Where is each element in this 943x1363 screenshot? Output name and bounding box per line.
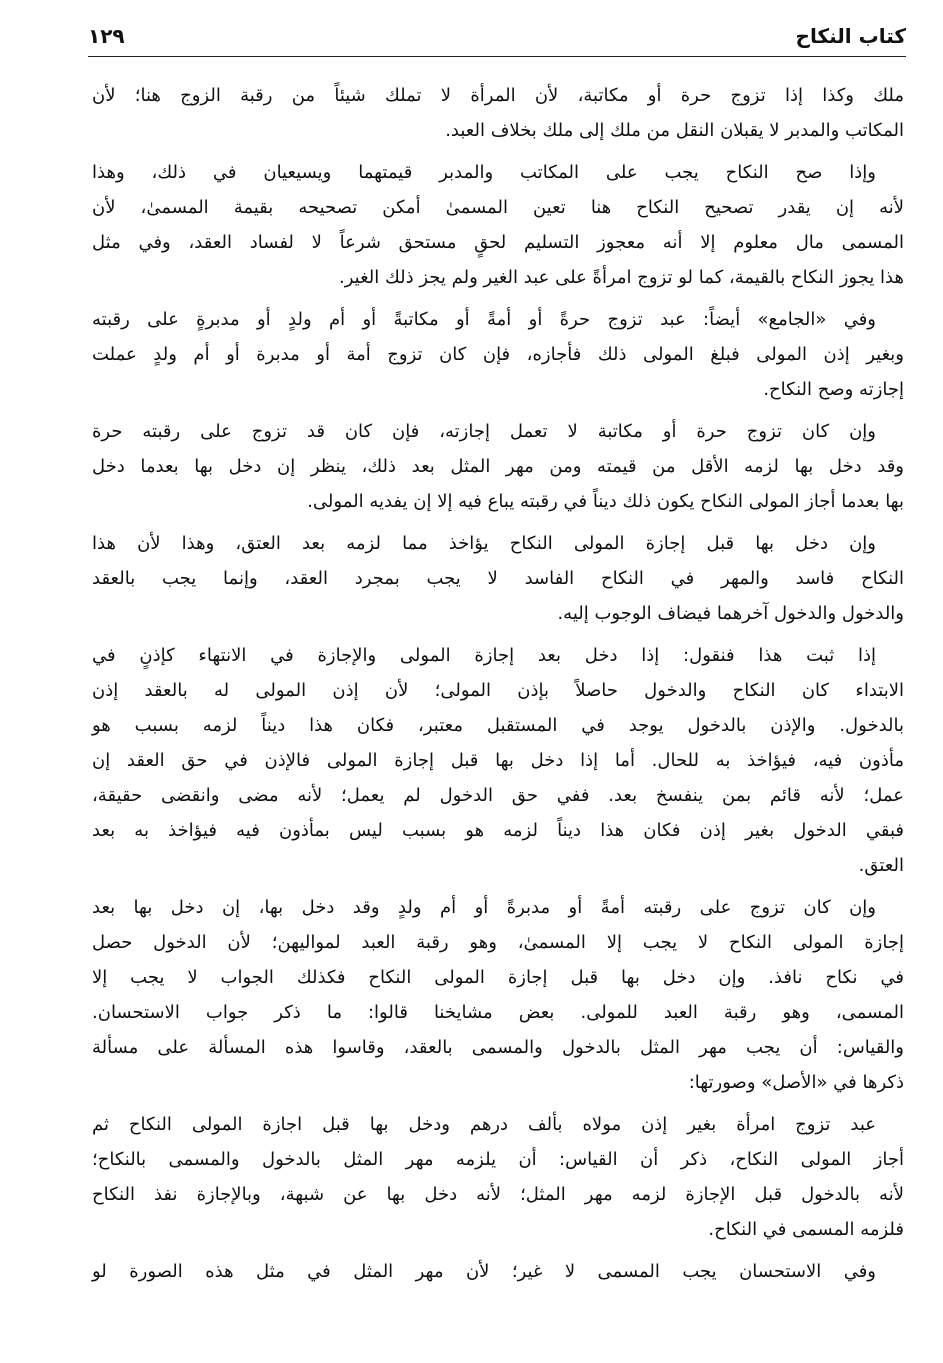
text-line: بها بعدما أجاز المولى النكاح يكون ذلك ديناً في رقبته يباع فيه إلا إن يفديه المولى. — [307, 491, 904, 512]
paragraph — [92, 1107, 904, 1247]
text-line: والدخول والدخول آخرهما فيضاف الوجوب إليه. — [557, 603, 904, 624]
text-line: عمل؛ لأنه قائم بمن ينفسخ بعد. ففي حق الدخول لم يعمل؛ لأنه مضى وانقضى حقيقة، — [92, 785, 904, 806]
text-line: هذا يجوز النكاح بالقيمة، كما لو تزوج امرأةً على عبد الغير ولم يجز ذلك الغير. — [338, 267, 904, 288]
text-line: المسمى، وهو رقبة العبد للمولى. بعض مشايخنا قالوا: ما ذكر جواب الاستحسان. — [92, 1002, 904, 1023]
text-line: وإذا صح النكاح يجب على المكاتب والمدبر قيمتهما ويسيعيان في ذلك، وهذا — [92, 162, 876, 183]
paragraph — [92, 638, 904, 883]
text-line: وإن كان تزوج حرة أو مكاتبة لا تعمل إجازته، فإن كان قد تزوج على رقبته حرة — [92, 421, 876, 442]
page-body — [92, 78, 904, 1296]
paragraph — [92, 302, 904, 407]
text-line: وقد دخل بها لزمه الأقل من قيمته ومن مهر المثل بعد ذلك، ينظر إن دخل بها بعدما دخل — [92, 456, 904, 477]
text-line: أجاز المولى النكاح، ذكر أن القياس: أن يلزمه مهر المثل بالدخول والمسمى بالنكاح؛ — [92, 1149, 904, 1170]
text-line: لأنه إن يقدر تصحيح النكاح هنا تعين المسمىٰ أمكن تصحيحه بقيمة المسمىٰ، لأن — [92, 197, 904, 218]
text-line: والقياس: أن يجب مهر المثل بالدخول والمسمى بالعقد، وقاسوا هذه المسألة على مسألة — [92, 1037, 904, 1058]
text-line: إجازة المولى النكاح لا يجب إلا المسمىٰ، وهو رقبة العبد لمواليهن؛ لأن الدخول حصل — [92, 932, 904, 953]
text-line: وإن دخل بها قبل إجازة المولى النكاح يؤاخذ مما لزمه بعد العتق، وهذا لأن هذا — [92, 533, 876, 554]
paragraph — [92, 78, 904, 148]
text-line: النكاح فاسد والمهر في النكاح الفاسد لا يجب بمجرد العقد، وإنما يجب بالعقد — [92, 568, 904, 589]
paragraph — [92, 890, 904, 1100]
text-line: إجازته وصح النكاح. — [763, 379, 904, 400]
text-line: وإن كان تزوج على رقبته أمةً أو مدبرةً أو أم ولدٍ وقد دخل بها، إن دخل بها بعد — [92, 897, 876, 918]
chapter-title: كتاب النكاح — [795, 24, 906, 48]
text-line: فلزمه المسمى في النكاح. — [708, 1219, 904, 1240]
page-number: ١٢٩ — [88, 24, 125, 48]
text-line: وفي «الجامع» أيضاً: عبد تزوج حرةً أو أمةً أو مكاتبةً أو أم ولدٍ أو مدبرةٍ على رقبته — [92, 309, 876, 330]
paragraph — [92, 526, 904, 631]
paragraph — [92, 414, 904, 519]
text-line: وفي الاستحسان يجب المسمى لا غير؛ لأن مهر المثل في مثل هذه الصورة لو — [92, 1261, 876, 1282]
text-line: الابتداء كان النكاح والدخول حاصلاً بإذن المولى؛ لأن إذن المولى له بالعقد إذن — [92, 680, 904, 701]
text-line: وبغير إذن المولى فبلغ المولى ذلك فأجازه، فإن كان تزوج أمة أو مدبرة أو أم ولدٍ عملت — [92, 344, 904, 365]
text-line: مأذون فيه، فيؤاخذ به للحال. أما إذا دخل بها قبل إجازة المولى فالإذن في حق العقد إن — [92, 750, 904, 771]
running-header — [88, 22, 906, 57]
paragraph — [92, 1254, 904, 1289]
text-line: فبقي الدخول بغير إذن فكان هذا ديناً لزمه هو بسبب ليس بمأذون فيه فيؤاخذ به بعد — [92, 820, 904, 841]
text-line: بالدخول. والإذن بالدخول يوجد في المستقبل معتبر، فكان هذا ديناً لزمه بسبب هو — [92, 715, 904, 736]
text-line: المكاتب والمدبر لا يقبلان النقل من ملك إلى ملك بخلاف العبد. — [445, 120, 904, 141]
text-line: ملك وكذا إذا تزوج حرة أو مكاتبة، لأن المرأة لا تملك شيئاً من رقبة الزوج هنا؛ لأن — [92, 85, 904, 106]
text-line: عبد تزوج امرأة بغير إذن مولاه بألف درهم ودخل بها قبل اجازة المولى النكاح ثم — [92, 1114, 876, 1135]
text-line: لأنه بالدخول قبل الإجازة لزمه مهر المثل؛ لأنه دخل بها عن شبهة، وبالإجازة نفذ النكاح — [92, 1184, 904, 1205]
text-line: في نكاح نافذ. وإن دخل بها قبل إجازة المولى النكاح فكذلك الجواب لا يجب إلا — [92, 967, 904, 988]
text-line: العتق. — [858, 855, 904, 876]
text-line: إذا ثبت هذا فنقول: إذا دخل بعد إجازة المولى والإجازة في الانتهاء كإذنٍ في — [92, 645, 876, 666]
text-line: ذكرها في «الأصل» وصورتها: — [688, 1072, 904, 1093]
paragraph — [92, 155, 904, 295]
text-line: المسمى مال معلوم إلا أنه معجوز التسليم لحقٍ مستحق شرعاً لا لفساد العقد، وفي مثل — [92, 232, 904, 253]
